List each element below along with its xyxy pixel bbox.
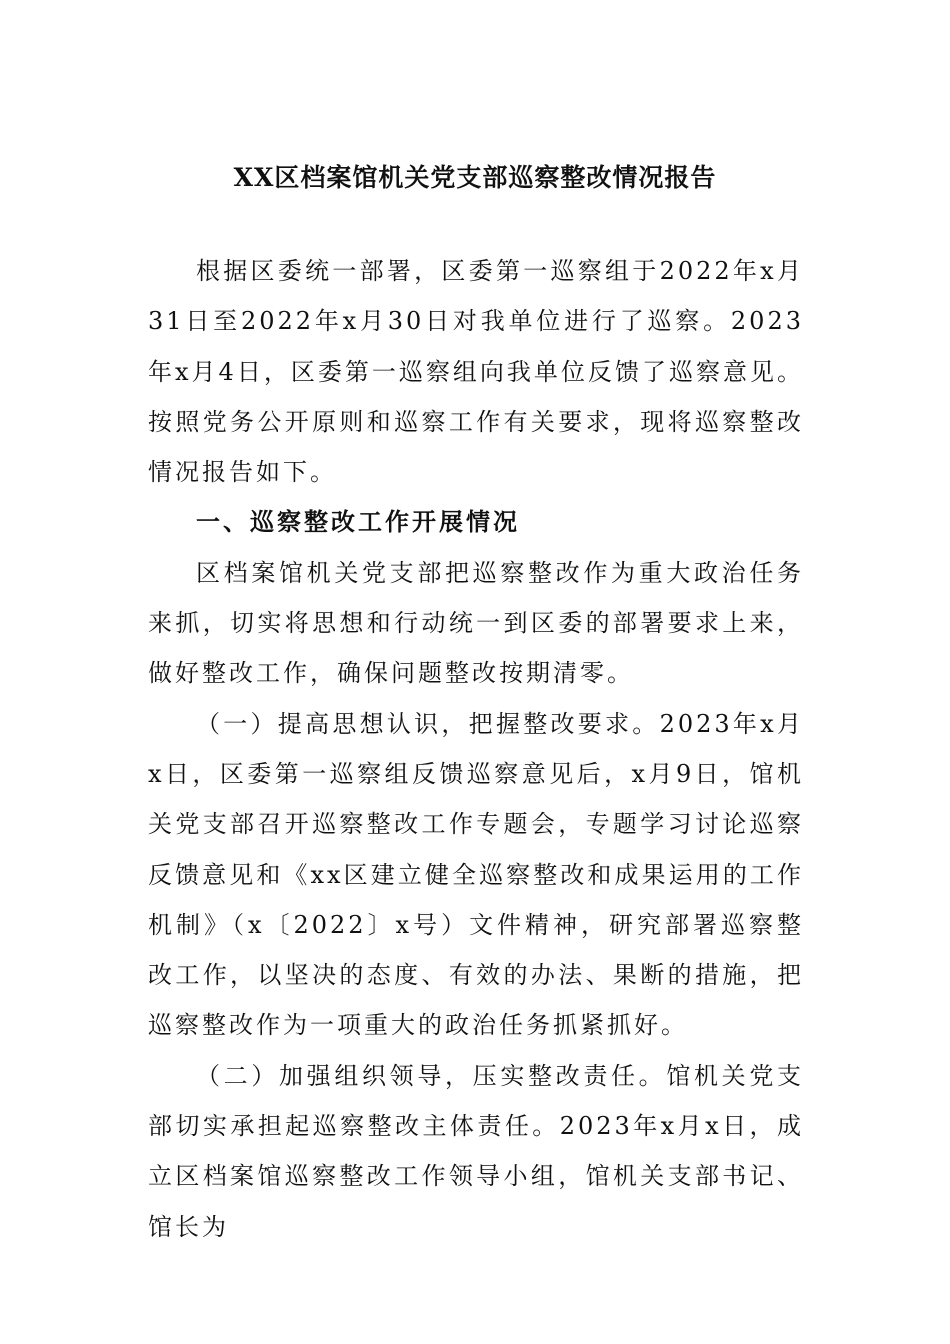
paragraph-item-1: （一）提高思想认识，把握整改要求。2023年x月x日，区委第一巡察组反馈巡察意见后，x月9日，馆机关党支部召开巡察整改工作专题会，专题学习讨论巡察反馈意见和《xx区建立健全巡察整改和成果运用的工作机制》（x〔2022〕x号）文件精神，研究部署巡察整改工作，以坚决的态度、有效的办法、果断的措施，把巡察整改作为一项重大的政治任务抓紧抓好。 [148, 709, 804, 1040]
document-body [148, 246, 804, 1252]
paragraph-item-2: （二）加强组织领导，压实整改责任。馆机关党支部切实承担起巡察整改主体责任。2023年x月x日，成立区档案馆巡察整改工作领导小组，馆机关支部书记、馆长为 [148, 1061, 804, 1241]
paragraph-section-1-overview: 区档案馆机关党支部把巡察整改作为重大政治任务来抓，切实将思想和行动统一到区委的部署要求上来，做好整改工作，确保问题整改按期清零。 [148, 558, 804, 688]
section-heading-1: 一、巡察整改工作开展情况 [196, 507, 520, 537]
paragraph-intro: 根据区委统一部署，区委第一巡察组于2022年x月31日至2022年x月30日对我单位进行了巡察。2023年x月4日，区委第一巡察组向我单位反馈了巡察意见。按照党务公开原则和巡察工作有关要求，现将巡察整改情况报告如下。 [148, 257, 804, 487]
document-title: XX区档案馆机关党支部巡察整改情况报告 [233, 163, 717, 192]
